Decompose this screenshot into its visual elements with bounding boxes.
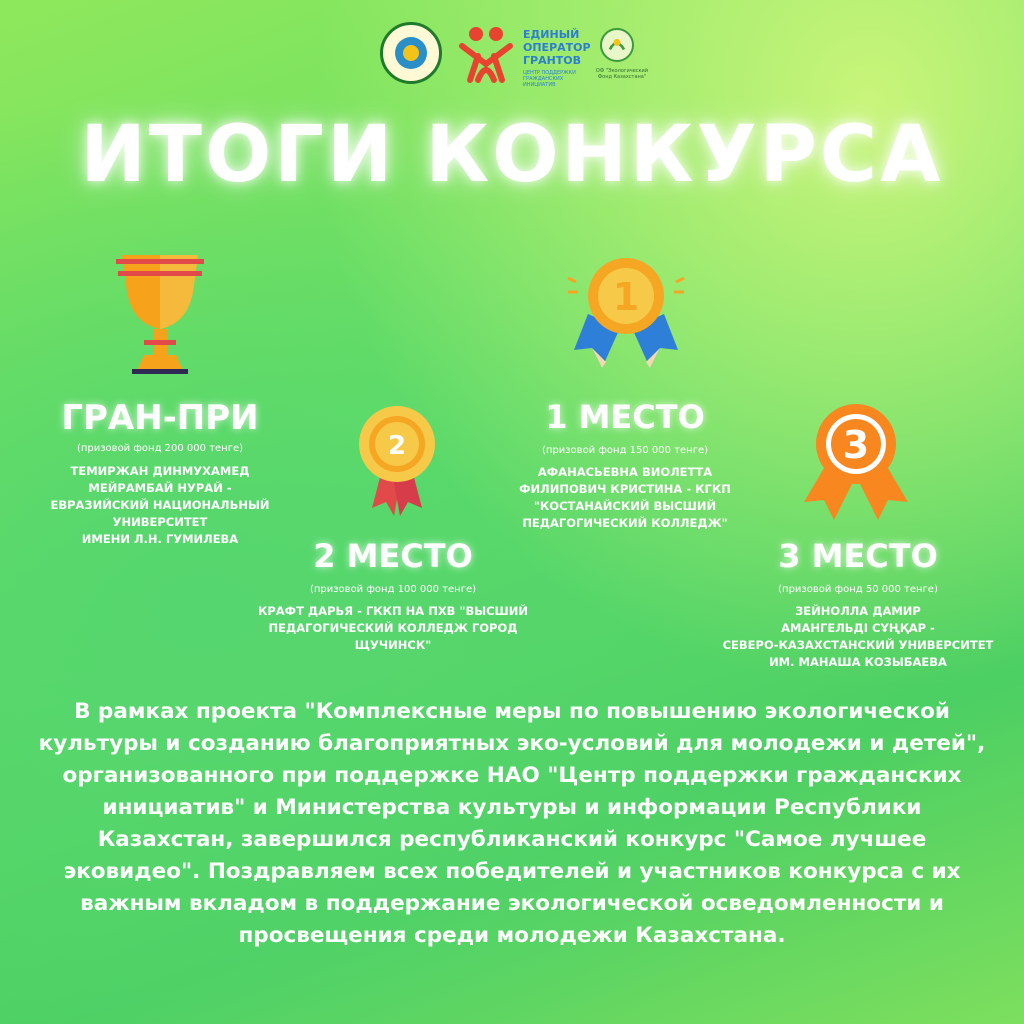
eco-fund-subtext: ОФ "Экологический Фонд Казахстана" — [595, 68, 649, 80]
first-place-winners — [490, 464, 760, 532]
second-line1: КРАФТ ДАРЬЯ - ГККП НА ПХВ "ВЫСШИЙ — [257, 604, 529, 618]
page-title: ИТОГИ КОНКУРСА — [80, 110, 944, 200]
second-medal-number: 2 — [387, 431, 407, 461]
description-paragraph — [30, 696, 994, 952]
rosette-badge-icon — [352, 402, 442, 527]
first-place-fund: (призовой фонд 150 000 тенге) — [541, 445, 709, 456]
eog-logo-text — [523, 28, 591, 67]
third-place-label: 3 МЕСТО — [778, 537, 938, 575]
description-line8: просвещения среди молодежи Казахстана. — [238, 923, 786, 948]
first-line1: АФАНАСЬЕВНА ВИОЛЕТТА — [537, 465, 713, 479]
second-place-fund: (призовой фонд 100 000 тенге) — [309, 584, 477, 595]
second-place-label: 2 МЕСТО — [313, 537, 473, 575]
bronze-medal-icon — [796, 398, 916, 523]
gold-medal-icon — [566, 252, 686, 377]
grand-prix-winners — [30, 463, 290, 548]
description-line1: В рамках проекта "Комплексные меры по повышению экологической — [74, 699, 950, 724]
first-place-label: 1 МЕСТО — [545, 398, 705, 436]
eog-line3: ГРАНТОВ — [523, 54, 582, 67]
ministry-seal-logo — [380, 22, 442, 84]
third-line4: ИМ. МАНАША КОЗЫБАЕВА — [769, 655, 947, 669]
eog-line1: ЕДИНЫЙ — [523, 28, 580, 41]
third-line3: СЕВЕРО-КАЗАХСТАНСКИЙ УНИВЕРСИТЕТ — [722, 638, 994, 652]
grand-line2: МЕЙРАМБАЙ НУРАЙ - — [88, 481, 232, 495]
grand-line1: ТЕМИРЖАН ДИНМУХАМЕД — [70, 464, 250, 478]
eog-logo-subtext: ЦЕНТР ПОДДЕРЖКИ ГРАЖДАНСКИХ ИНИЦИАТИВ — [523, 70, 576, 88]
first-line2: ФИЛИПОВИЧ КРИСТИНА - КГКП — [519, 482, 731, 496]
first-line3: "КОСТАНАЙСКИЙ ВЫСШИЙ — [533, 499, 717, 513]
second-line3: ЩУЧИНСК" — [354, 638, 432, 652]
second-place-winners — [238, 603, 548, 654]
description-line2: культуры и созданию благоприятных эко-условий для молодежи и детей", — [38, 731, 986, 756]
grand-prix-label: ГРАН-ПРИ — [61, 398, 259, 438]
eco-fund-logo — [600, 28, 634, 62]
grand-line3: ЕВРАЗИЙСКИЙ НАЦИОНАЛЬНЫЙ — [50, 498, 270, 512]
second-line2: ПЕДАГОГИЧЕСКИЙ КОЛЛЕДЖ ГОРОД — [268, 621, 518, 635]
grand-line5: ИМЕНИ Л.Н. ГУМИЛЕВА — [81, 532, 239, 546]
third-line2: АМАНГЕЛЬДІ СҰҢҚАР - — [781, 621, 935, 635]
eog-people-icon — [458, 24, 514, 82]
goblet-trophy-icon — [110, 245, 210, 375]
grand-line4: УНИВЕРСИТЕТ — [112, 515, 208, 529]
third-place-winners — [700, 603, 1016, 671]
first-line4: ПЕДАГОГИЧЕСКИЙ КОЛЛЕДЖ" — [522, 516, 728, 530]
third-line1: ЗЕЙНОЛЛА ДАМИР — [795, 604, 921, 618]
description-line5: Казахстан, завершился республиканский конкурс "Самое лучшее — [97, 827, 927, 852]
first-medal-number: 1 — [612, 275, 640, 319]
description-line4: инициатив" и Министерства культуры и информации Республики — [102, 795, 922, 820]
grand-prix-fund: (призовой фонд 200 000 тенге) — [76, 443, 244, 454]
third-medal-number: 3 — [842, 423, 870, 467]
eog-line2: ОПЕРАТОР — [523, 41, 591, 54]
description-line7: важным вкладом в поддержание экологической осведомленности и — [80, 891, 944, 916]
partner-logos — [0, 22, 1024, 92]
description-line6: эковидео". Поздравляем всех победителей и участников конкурса с их — [63, 859, 961, 884]
third-place-fund: (призовой фонд 50 000 тенге) — [778, 584, 938, 595]
description-line3: организованного при поддержке НАО "Центр поддержки гражданских — [62, 763, 962, 788]
